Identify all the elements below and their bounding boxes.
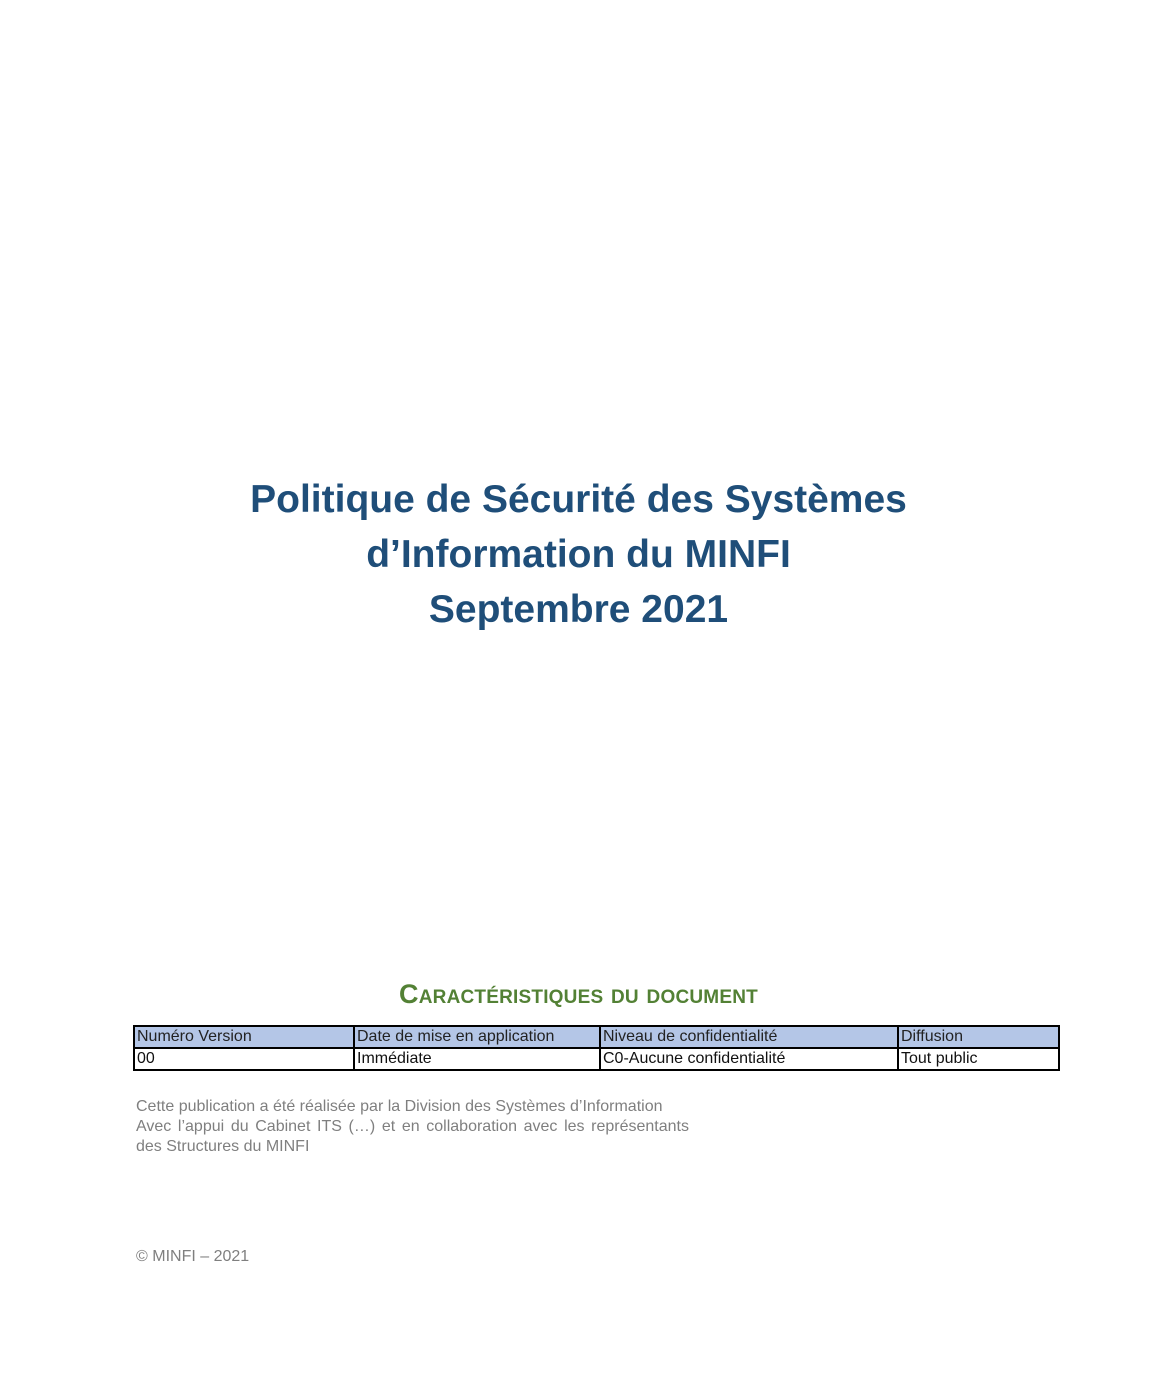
copyright-notice: © MINFI – 2021 [136, 1248, 250, 1265]
table-row [134, 1048, 1059, 1070]
publication-paragraph-2: Avec l’appui du Cabinet ITS (…) et en collaboration avec les représentants des Structures du MINFI [136, 1118, 689, 1155]
title-line-2: d’Information du MINFI [366, 533, 791, 576]
cell-distribution: Tout public [898, 1048, 1059, 1070]
table-header-row [134, 1026, 1059, 1048]
title-line-1: Politique de Sécurité des Systèmes [250, 478, 907, 521]
header-confidentiality-level: Niveau de confidentialité [600, 1026, 898, 1048]
header-application-date: Date de mise en application [354, 1026, 600, 1048]
header-version-number: Numéro Version [134, 1026, 354, 1048]
publication-notice [136, 1097, 689, 1157]
characteristics-table [133, 1025, 1060, 1071]
header-distribution: Diffusion [898, 1026, 1059, 1048]
title-line-3: Septembre 2021 [428, 588, 729, 631]
cell-version-number: 00 [134, 1048, 354, 1070]
cell-confidentiality-level: C0-Aucune confidentialité [600, 1048, 898, 1070]
document-title [0, 472, 1157, 637]
cell-application-date: Immédiate [354, 1048, 600, 1070]
publication-paragraph-1: Cette publication a été réalisée par la Division des Systèmes d’Information [136, 1098, 663, 1115]
characteristics-heading: Caractéristiques du document [399, 979, 758, 1009]
